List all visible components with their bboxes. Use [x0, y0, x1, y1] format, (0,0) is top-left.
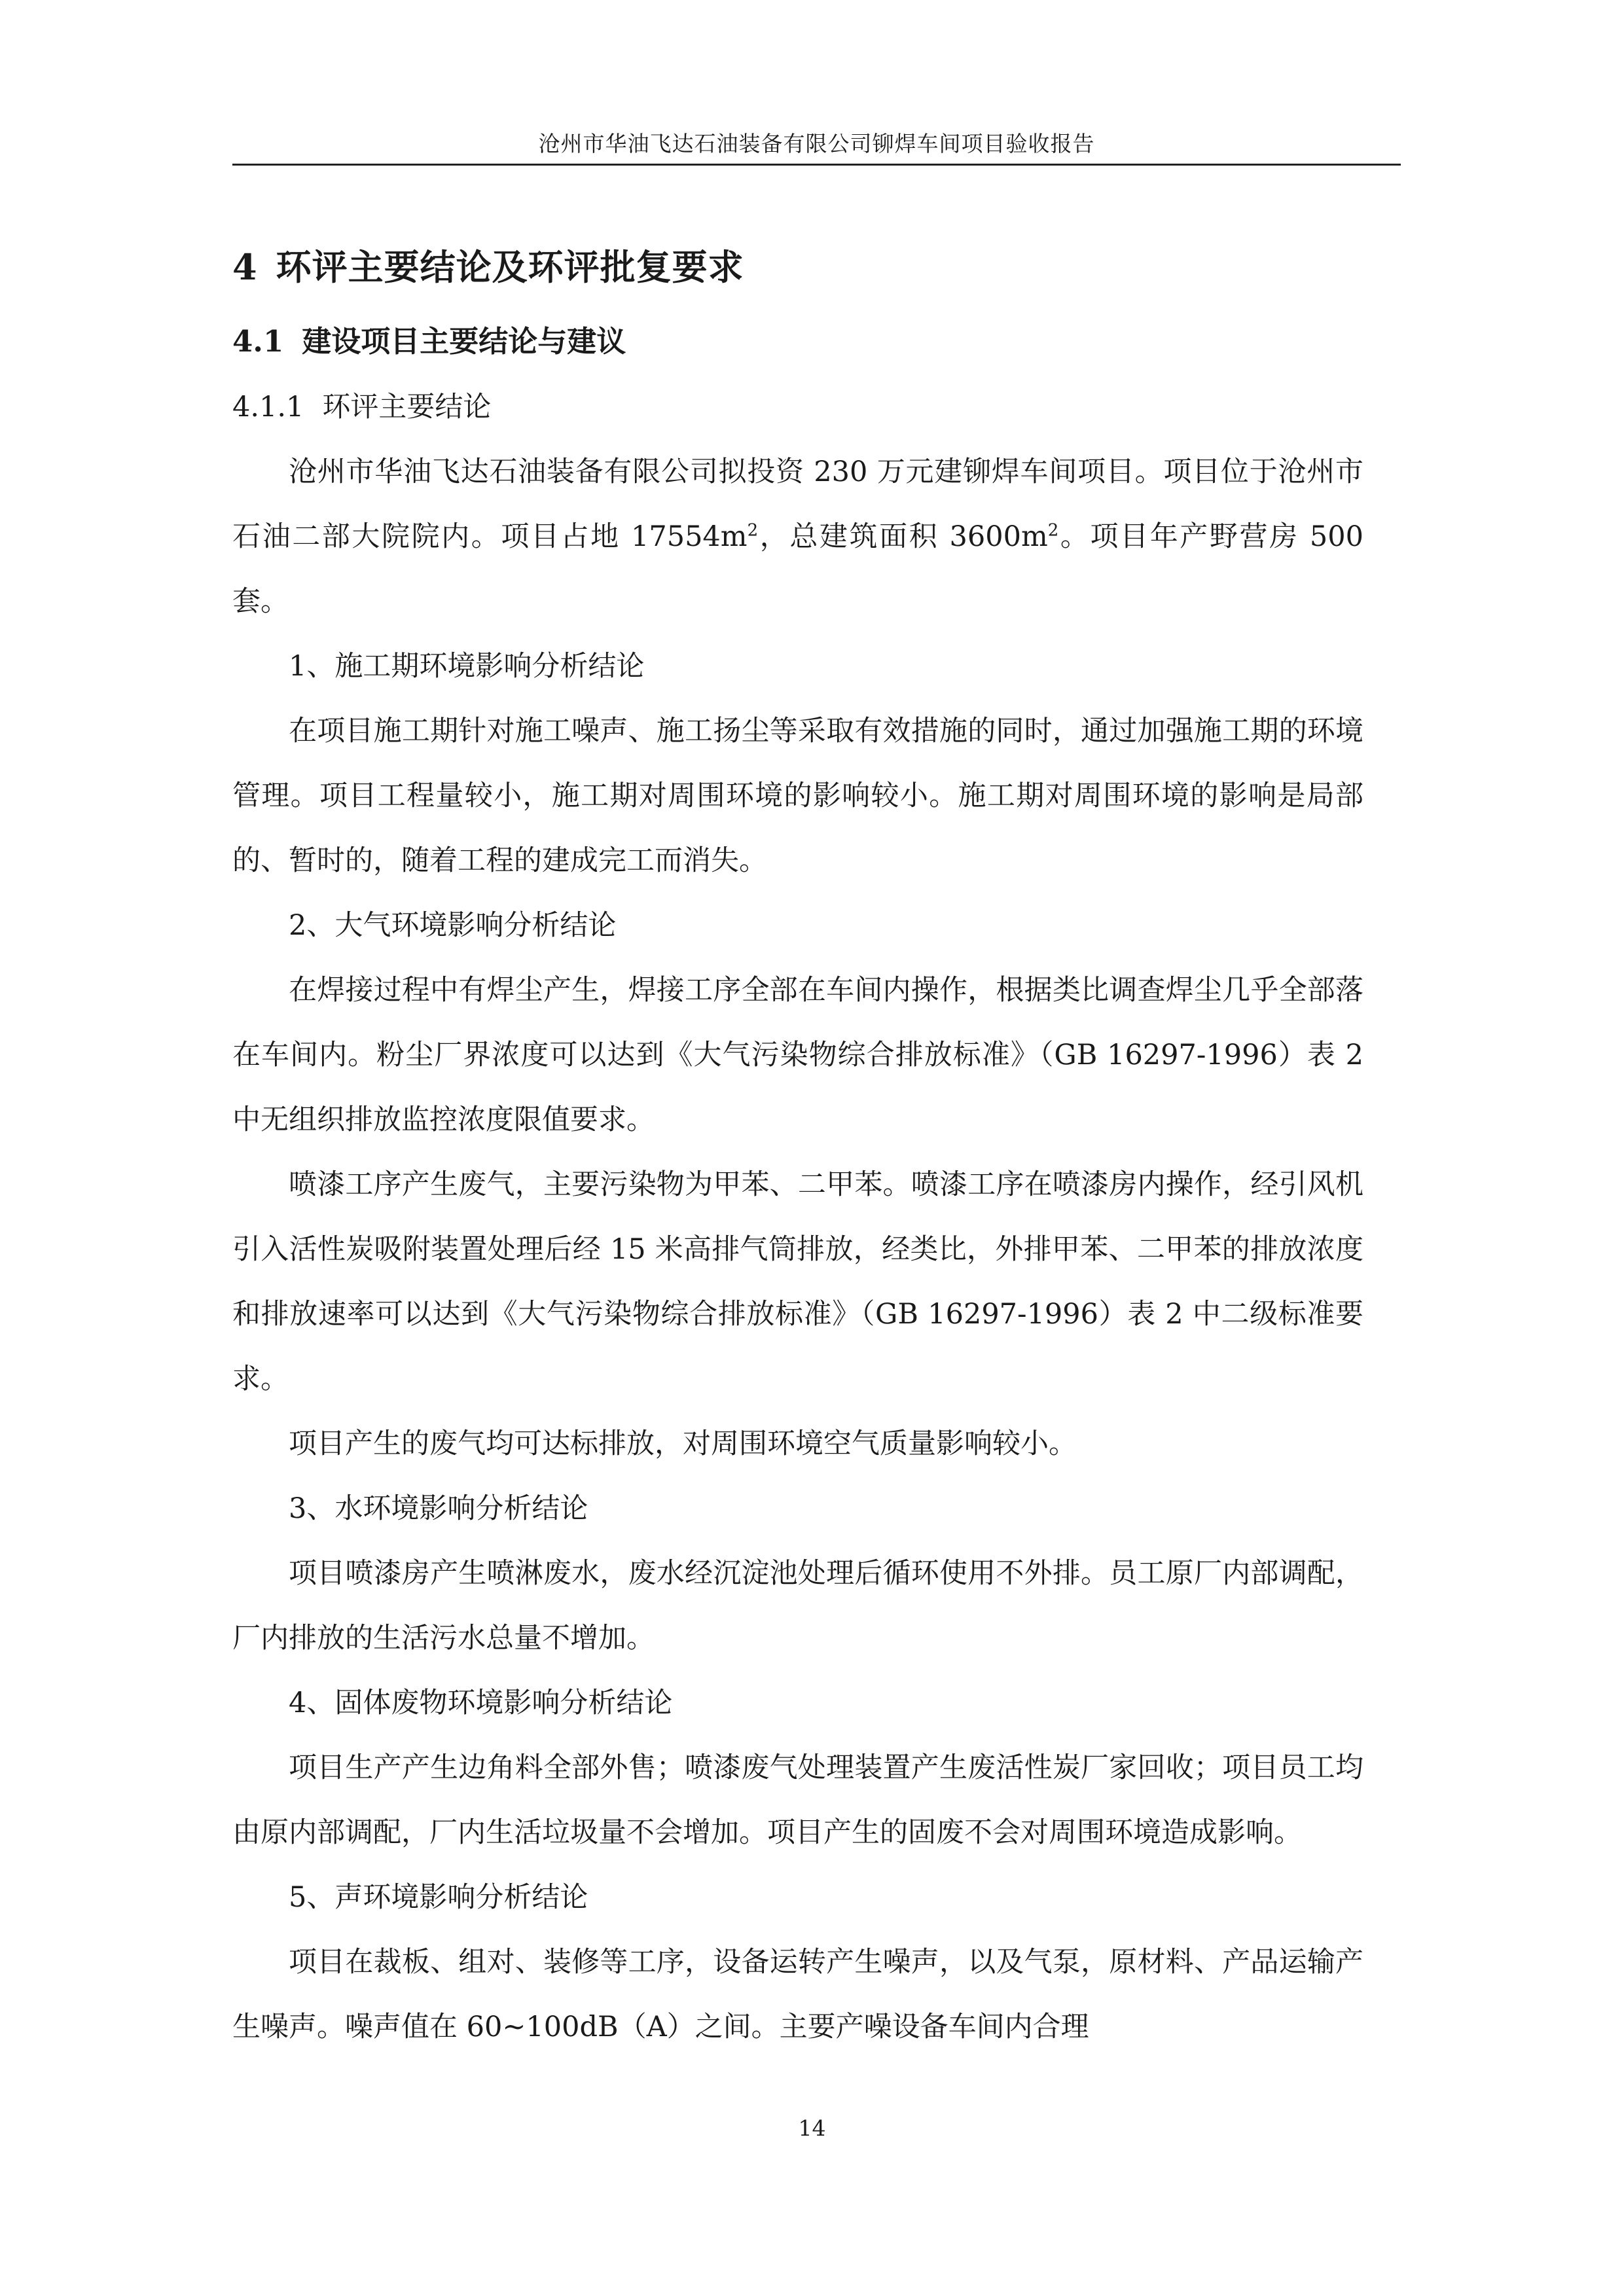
- section-number: 4: [232, 246, 258, 288]
- body-paragraph: 项目产生的废气均可达标排放，对周围环境空气质量影响较小。: [289, 1427, 1077, 1460]
- body-paragraph: 在项目施工期针对施工噪声、施工扬尘等采取有效措施的同时，通过加强施工期的环境管理。项目工程量较小，施工期对周围环境的影响较小。施工期对周围环境的影响是局部的、暂时的，随着工程的建成完工而消失。: [232, 715, 1363, 877]
- superscript-2: 2: [747, 520, 759, 541]
- intro-paragraph: [232, 440, 1363, 634]
- item-heading: 2、大气环境影响分析结论: [289, 909, 617, 942]
- body-paragraph: 项目喷漆房产生喷淋废水，废水经沉淀池处理后循环使用不外排。员工原厂内部调配，厂内排放的生活污水总量不增加。: [232, 1557, 1363, 1655]
- intro-text-1: 沧州市华油飞达石油装备有限公司拟投资 230 万元建铆焊车间项目。项目位于沧州市石油二部大院院内。项目占地 17554m: [232, 456, 1363, 553]
- item-heading: 5、声环境影响分析结论: [289, 1881, 588, 1914]
- subsubsection-heading: [232, 374, 1363, 440]
- body-paragraph: 喷漆工序产生废气，主要污染物为甲苯、二甲苯。喷漆工序在喷漆房内操作，经引风机引入活性炭吸附装置处理后经 15 米高排气筒排放，经类比，外排甲苯、二甲苯的排放浓度和排放速率可以达到《大气污染物综合排放标准》（GB 16297-1996）表 2 中二级标准要求。: [232, 1168, 1363, 1395]
- intro-text-3: 。项目年产野营房 500 套。: [232, 520, 1364, 618]
- subsubsection-title: 环评主要结论: [322, 391, 492, 423]
- subsection-title: 建设项目主要结论与建议: [302, 324, 626, 359]
- header-divider: [232, 164, 1401, 166]
- body-paragraph: 项目生产产生边角料全部外售；喷漆废气处理装置产生废活性炭厂家回收；项目员工均由原内部调配，厂内生活垃圾量不会增加。项目产生的固废不会对周围环境造成影响。: [232, 1751, 1363, 1849]
- item-heading: 3、水环境影响分析结论: [289, 1492, 588, 1525]
- section-title: 环评主要结论及环评批复要求: [276, 246, 744, 288]
- superscript-2: 2: [1047, 520, 1059, 541]
- item-heading: 4、固体废物环境影响分析结论: [289, 1687, 673, 1719]
- body-paragraph: 项目在裁板、组对、装修等工序，设备运转产生噪声，以及气泵，原材料、产品运输产生噪声。噪声值在 60~100dB（A）之间。主要产噪设备车间内合理: [232, 1946, 1363, 2043]
- subsection-number: 4.1: [232, 324, 284, 359]
- intro-text-2: ，总建筑面积 3600m: [758, 520, 1048, 553]
- page-content: [232, 216, 1363, 2060]
- page-header: 沧州市华油飞达石油装备有限公司铆焊车间项目验收报告: [538, 131, 1095, 156]
- subsubsection-number: 4.1.1: [232, 391, 304, 423]
- subsection-heading: [232, 309, 1363, 374]
- body-paragraph: 在焊接过程中有焊尘产生，焊接工序全部在车间内操作，根据类比调查焊尘几乎全部落在车间内。粉尘厂界浓度可以达到《大气污染物综合排放标准》（GB 16297-1996）表 2 中无组织排放监控浓度限值要求。: [232, 974, 1363, 1136]
- item-heading: 1、施工期环境影响分析结论: [289, 650, 645, 683]
- page-number: 14: [798, 2115, 826, 2141]
- section-heading: [232, 234, 1363, 300]
